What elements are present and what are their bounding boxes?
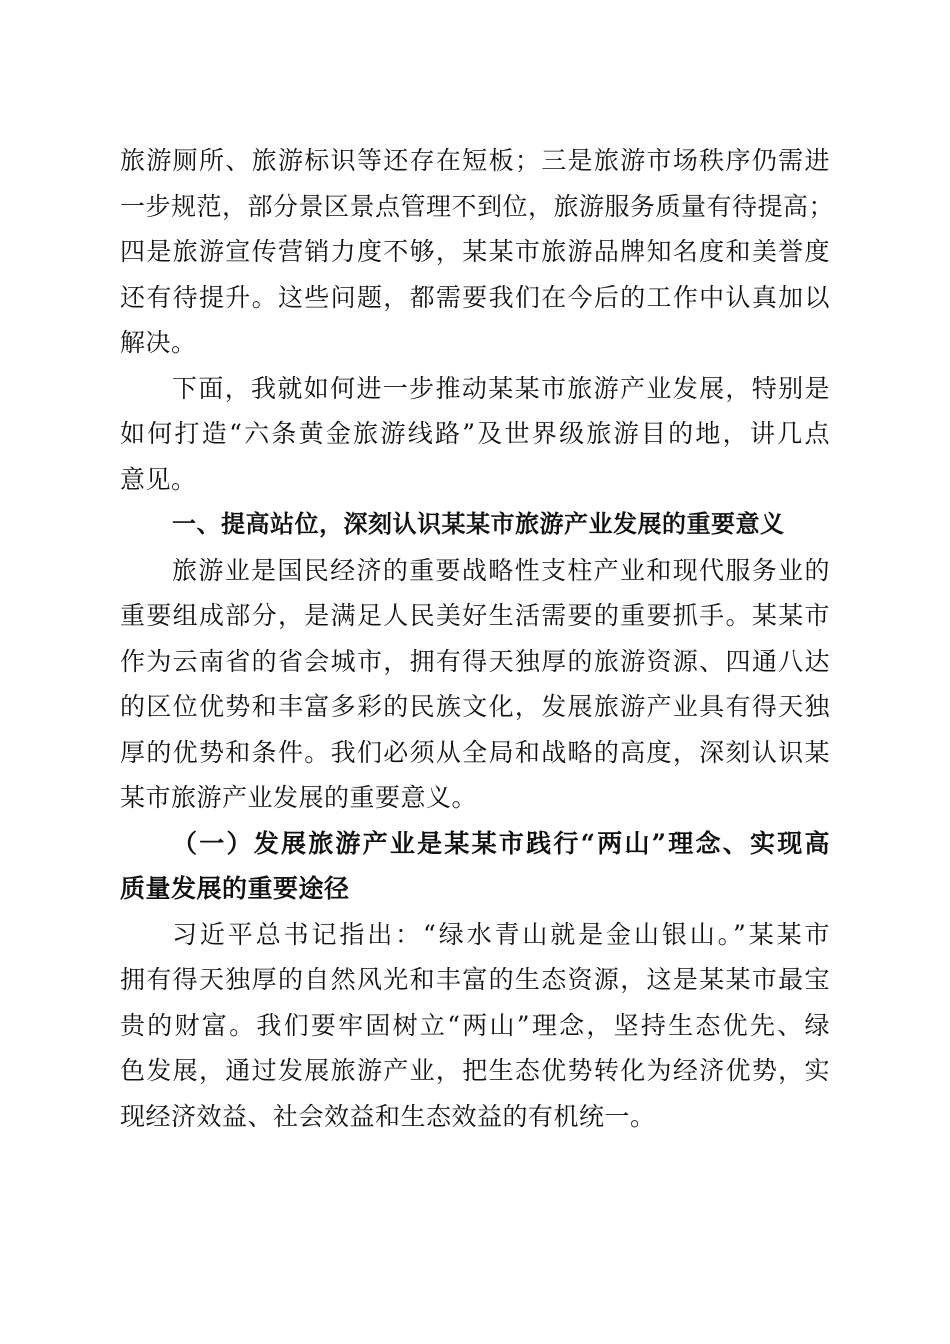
text-line: 重要组成部分，是满足人民美好生活需要的重要抓手。某某市 [120, 601, 830, 630]
paragraph-continuation [120, 138, 835, 366]
paragraph-two-mountains [120, 912, 830, 1140]
text-line: 习近平总书记指出：“绿水青山就是金山银山。”某某市 [172, 919, 830, 949]
text-line: 意见。 [120, 464, 197, 494]
text-line: 解决。 [120, 328, 197, 357]
text-line: 还有待提升。这些问题，都需要我们在今后的工作中认真加以 [120, 282, 830, 312]
heading-line: 一、提高站位，深刻认识某某市旅游产业发展的重要意义 [172, 510, 785, 538]
text-line: 拥有得天独厚的自然风光和丰富的生态资源，这是某某市最宝 [120, 965, 830, 994]
text-line: 旅游厕所、旅游标识等还存在短板；三是旅游市场秩序仍需进 [120, 146, 830, 175]
text-line: 旅游业是国民经济的重要战略性支柱产业和现代服务业的 [172, 555, 830, 585]
text-line: 贵的财富。我们要牢固树立“两山”理念，坚持生态优先、绿 [120, 1010, 830, 1040]
text-line: 作为云南省的省会城市，拥有得天独厚的旅游资源、四通八达 [120, 646, 830, 676]
subheading-line: 质量发展的重要途径 [120, 874, 350, 903]
text-line: 四是旅游宣传营销力度不够，某某市旅游品牌知名度和美誉度 [120, 237, 830, 266]
paragraph-intro [120, 366, 830, 503]
text-line: 色发展，通过发展旅游产业，把生态优势转化为经济优势，实 [120, 1056, 830, 1085]
text-line: 下面，我就如何进一步推动某某市旅游产业发展，特别是 [172, 373, 830, 403]
document-body [120, 138, 835, 1139]
text-line: 厚的优势和条件。我们必须从全局和战略的高度，深刻认识某 [120, 737, 830, 767]
text-line: 现经济效益、社会效益和生态效益的有机统一。 [120, 1101, 656, 1131]
paragraph-tourism-significance [120, 548, 830, 821]
subsection-heading [120, 821, 830, 912]
text-line: 某市旅游产业发展的重要意义。 [120, 783, 478, 812]
section-heading [120, 502, 830, 548]
subheading-line: （一）发展旅游产业是某某市践行“两山”理念、实现高 [172, 828, 830, 858]
text-line: 如何打造“六条黄金旅游线路”及世界级旅游目的地，讲几点 [120, 419, 830, 448]
text-line: 一步规范，部分景区景点管理不到位，旅游服务质量有待提高； [120, 191, 835, 221]
text-line: 的区位优势和丰富多彩的民族文化，发展旅游产业具有得天独 [120, 692, 830, 721]
